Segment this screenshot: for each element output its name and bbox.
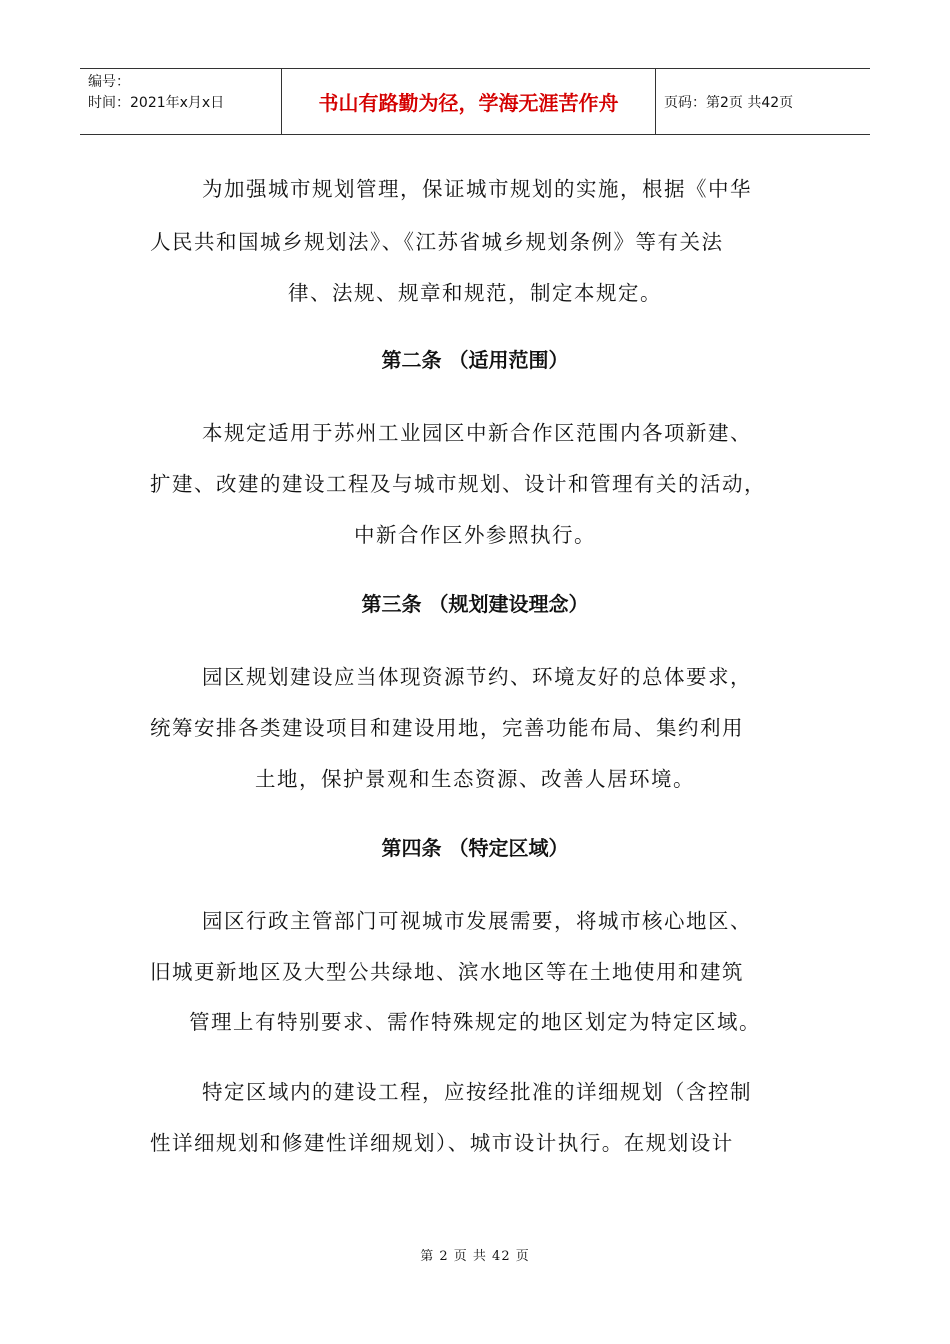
- paragraph-line: 统筹安排各类建设项目和建设用地，完善功能布局、集约利用: [150, 716, 744, 740]
- article-heading: 第四条 （特定区域）: [381, 836, 569, 860]
- paragraph-line: 管理上有特别要求、需作特殊规定的地区划定为特定区域。: [189, 1010, 761, 1034]
- header-motto: 书山有路勤为径，学海无涯苦作舟: [282, 69, 656, 134]
- header-meta: [80, 69, 282, 134]
- paragraph-line: 园区行政主管部门可视城市发展需要，将城市核心地区、: [202, 909, 752, 933]
- paragraph-line: 本规定适用于苏州工业园区中新合作区范围内各项新建、: [202, 421, 752, 445]
- article-heading: 第三条 （规划建设理念）: [361, 592, 589, 616]
- article-heading: 第二条 （适用范围）: [381, 348, 569, 372]
- document-header: [80, 68, 870, 135]
- paragraph-line: 扩建、改建的建设工程及与城市规划、设计和管理有关的活动，: [150, 472, 766, 496]
- number-label: 编号：: [88, 74, 130, 90]
- page-footer: 第 2 页 共 42 页: [420, 1249, 530, 1264]
- paragraph-line: 人民共和国城乡规划法》、《江苏省城乡规划条例》等有关法: [150, 230, 724, 254]
- paragraph-line: 中新合作区外参照执行。: [354, 523, 596, 547]
- paragraph-line: 旧城更新地区及大型公共绿地、滨水地区等在土地使用和建筑: [150, 960, 744, 984]
- paragraph-line: 特定区域内的建设工程，应按经批准的详细规划（含控制: [202, 1080, 752, 1104]
- paragraph-line: 园区规划建设应当体现资源节约、环境友好的总体要求，: [202, 665, 752, 689]
- paragraph-line: 为加强城市规划管理，保证城市规划的实施，根据《中华: [202, 177, 752, 201]
- paragraph-line: 性详细规划和修建性详细规划）、城市设计执行。在规划设计: [150, 1131, 734, 1155]
- header-page-info: 页码：第2页 共42页: [664, 94, 794, 111]
- paragraph-line: 律、法规、规章和规范，制定本规定。: [288, 281, 662, 305]
- time-label: 时间：2021年x月x日: [88, 95, 225, 111]
- paragraph-line: 土地，保护景观和生态资源、改善人居环境。: [255, 767, 695, 791]
